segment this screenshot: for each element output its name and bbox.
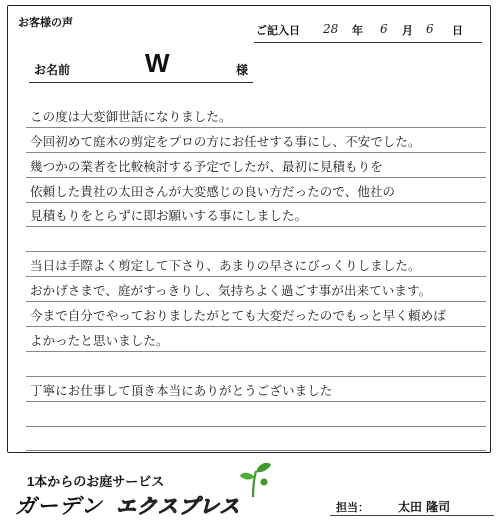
comment-line: 依頼した貴社の太田さんが大変感じの良い方だったので、他社の bbox=[26, 178, 486, 203]
comment-line: 当日は手際よく剪定して下さり、あまりの早さにびっくりしました。 bbox=[26, 252, 486, 277]
staff-label: 担当： bbox=[336, 501, 369, 514]
testimonial-card bbox=[7, 5, 491, 453]
date-month-unit: 月 bbox=[402, 24, 413, 37]
comment-line: おかげさまで、庭がすっきりし、気持ちよく過ごす事が出来ています。 bbox=[26, 277, 486, 302]
date-day-unit: 日 bbox=[452, 24, 463, 37]
date-month: 6 bbox=[380, 22, 388, 36]
date-label: ご記入日 bbox=[256, 24, 300, 37]
staff-name: 太田 隆司 bbox=[398, 500, 451, 514]
comment-line: 今まで自分でやっておりましたがとても大変だったのでもっと早く頼めば bbox=[26, 302, 486, 327]
comment-line bbox=[26, 427, 486, 452]
staff-underline bbox=[330, 515, 494, 516]
customer-voice-label: お客様の声 bbox=[18, 16, 73, 29]
comment-line bbox=[26, 402, 486, 427]
comment-line: 幾つかの業者を比較検討する予定でしたが、最初に見積もりを bbox=[26, 153, 486, 178]
comment-line: よかったと思いました。 bbox=[26, 327, 486, 352]
date-year: 28 bbox=[323, 22, 339, 36]
name-field bbox=[29, 48, 253, 83]
service-tagline: 1本からのお庭サービス bbox=[27, 474, 165, 489]
comment-line: 見積もりをとらずに即お願いする事にしました。 bbox=[26, 203, 486, 228]
date-field bbox=[254, 20, 482, 43]
comment-line: 丁寧にお仕事して頂き本当にありがとうございました bbox=[26, 377, 486, 402]
name-suffix: 様 bbox=[236, 63, 249, 77]
comment-line bbox=[26, 227, 486, 252]
comment-line: この度は大変御世話になりました。 bbox=[26, 103, 486, 128]
date-day: 6 bbox=[426, 22, 434, 36]
name-label: お名前 bbox=[34, 63, 71, 77]
brand-name-sub: エクスプレス bbox=[116, 496, 241, 518]
brand-name-main: ガーデン bbox=[15, 495, 103, 518]
customer-name: W bbox=[145, 48, 170, 78]
date-year-unit: 年 bbox=[352, 24, 363, 37]
comment-line bbox=[26, 352, 486, 377]
handwritten-comment bbox=[26, 103, 486, 451]
sprout-logo-icon bbox=[237, 459, 273, 499]
company-footer bbox=[0, 458, 500, 523]
comment-line: 今回初めて庭木の剪定をプロの方にお任せする事にし、不安でした。 bbox=[26, 128, 486, 153]
